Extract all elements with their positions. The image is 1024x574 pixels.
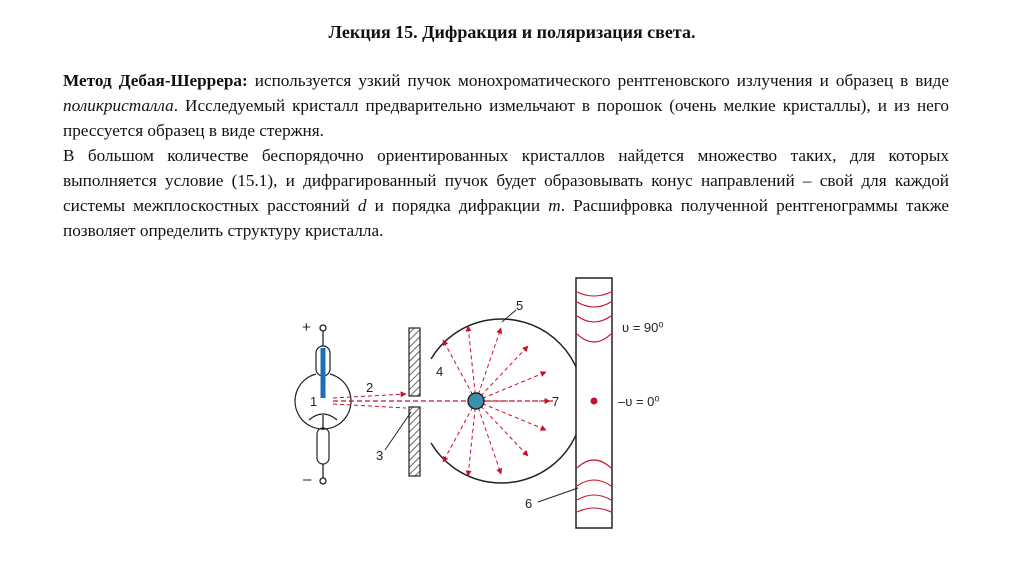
paragraph2-text-b: и порядка дифракции: [366, 196, 549, 215]
method-term: Метод Дебая-Шеррера:: [63, 71, 248, 90]
ray: [476, 328, 501, 401]
paragraph-debye-scherrer: [63, 68, 949, 143]
label-7: 7: [552, 394, 560, 409]
label-1: 1: [310, 394, 318, 409]
variable-d: d: [357, 196, 367, 215]
film-strip: [576, 278, 612, 528]
tube-cathode-glass: [317, 428, 329, 464]
polycrystal-emphasis: поликристалла: [63, 96, 174, 115]
leader-6: [538, 488, 578, 502]
tube-top-terminal: [320, 325, 326, 331]
angle-90-label: υ = 90⁰: [622, 320, 664, 335]
xray-tube: [295, 319, 351, 488]
ray: [476, 401, 546, 430]
collimator-lower-plate: [409, 407, 420, 476]
minus-sign: –: [303, 471, 312, 488]
plus-sign: +: [302, 319, 311, 336]
paragraph1-text-a: используется узкий пучок монохроматического рентгеновского излучения и образец в виде: [247, 71, 949, 90]
label-6: 6: [525, 496, 533, 511]
collimator: [409, 328, 420, 476]
label-4: 4: [436, 364, 444, 379]
label-5: 5: [516, 298, 524, 313]
debye-scherrer-diagram: [288, 270, 688, 535]
paragraph1-text-b: . Исследуемый кристалл предварительно измельчают в порошок (очень мелкие кристаллы), и из него прессуется образец в виде стержня.: [63, 96, 949, 140]
ray: [443, 401, 476, 462]
paragraph2-text-c: . Расшифровка полученной рентгенограммы также позволяет определить структуру кристалла.: [63, 196, 949, 240]
ray: [476, 401, 528, 456]
label-3: 3: [376, 448, 384, 463]
slide-title: Лекция 15. Дифракция и поляризация света.: [328, 22, 696, 42]
sample-rod: [468, 393, 484, 409]
paragraph2-text-a: В большом количестве беспорядочно ориентированных кристаллов найдется множество таких, для которых выполняется условие (15.1), и дифрагированный пучок будет образовывать конус направлений – свой для каждой системы межплоскостных расстояний: [63, 146, 949, 215]
central-spot: [591, 398, 598, 405]
ray: [476, 346, 528, 401]
paragraph-diffraction-cone: [63, 143, 949, 243]
collimator-upper-plate: [409, 328, 420, 396]
ray: [468, 326, 476, 401]
beam-to-collimator-lower: [333, 404, 406, 408]
variable-m: m: [548, 196, 561, 215]
ray: [476, 372, 546, 401]
ray: [468, 401, 476, 476]
label-2: 2: [366, 380, 374, 395]
lecture-text: [63, 68, 949, 243]
leader-3: [385, 412, 411, 450]
ray: [443, 340, 476, 401]
angle-0-label: –υ = 0⁰: [618, 394, 660, 409]
tube-bottom-terminal: [320, 478, 326, 484]
ray: [476, 401, 501, 474]
